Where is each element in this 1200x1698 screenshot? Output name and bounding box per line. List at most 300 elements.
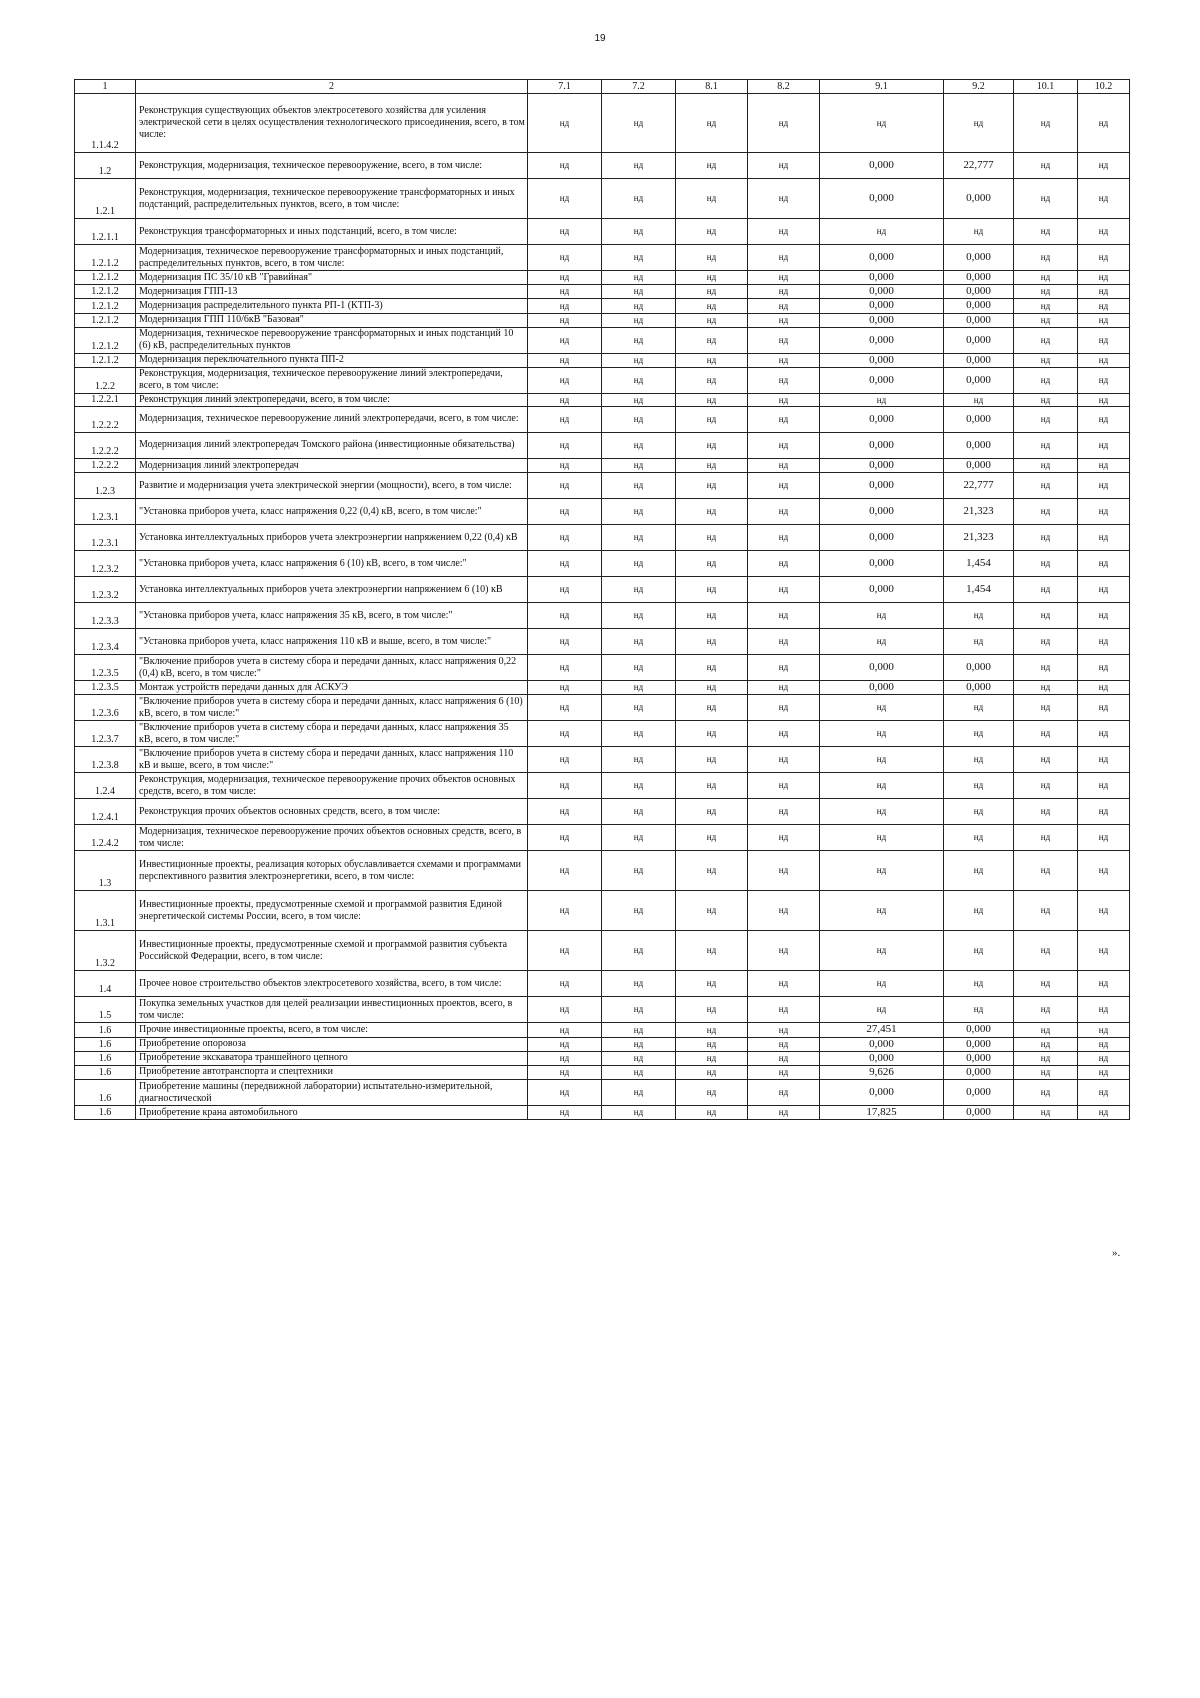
row-code: 1.1.4.2 xyxy=(75,94,136,153)
value-cell: нд xyxy=(676,681,748,695)
value-cell: нд xyxy=(602,271,676,285)
value-cell: нд xyxy=(1078,353,1130,367)
value-cell: нд xyxy=(602,1106,676,1120)
row-code: 1.2.3.2 xyxy=(75,577,136,603)
value-cell: нд xyxy=(748,695,820,721)
value-cell: нд xyxy=(1014,655,1078,681)
column-header: 10.1 xyxy=(1014,80,1078,94)
table-row xyxy=(75,179,1130,219)
value-cell: нд xyxy=(1078,551,1130,577)
value-cell: нд xyxy=(676,432,748,458)
value-cell: нд xyxy=(1014,271,1078,285)
value-cell: нд xyxy=(1014,313,1078,327)
value-cell: нд xyxy=(1014,219,1078,245)
value-cell: нд xyxy=(602,747,676,773)
row-code: 1.6 xyxy=(75,1051,136,1065)
value-cell: нд xyxy=(1078,458,1130,472)
table-row xyxy=(75,393,1130,406)
value-cell: нд xyxy=(602,219,676,245)
value-cell: 0,000 xyxy=(820,245,944,271)
value-cell: нд xyxy=(1014,1051,1078,1065)
row-name: Монтаж устройств передачи данных для АСКУЭ xyxy=(136,681,528,695)
value-cell: 0,000 xyxy=(944,245,1014,271)
row-code: 1.2.4.2 xyxy=(75,825,136,851)
value-cell: нд xyxy=(748,285,820,299)
value-cell: нд xyxy=(748,551,820,577)
value-cell: нд xyxy=(676,406,748,432)
value-cell: нд xyxy=(1014,1023,1078,1037)
value-cell: нд xyxy=(820,695,944,721)
value-cell: нд xyxy=(676,94,748,153)
value-cell: нд xyxy=(602,629,676,655)
value-cell: нд xyxy=(602,997,676,1023)
value-cell: нд xyxy=(602,327,676,353)
value-cell: нд xyxy=(676,1080,748,1106)
value-cell: нд xyxy=(820,799,944,825)
value-cell: нд xyxy=(944,799,1014,825)
table-row xyxy=(75,681,1130,695)
value-cell: нд xyxy=(1078,525,1130,551)
value-cell: нд xyxy=(602,353,676,367)
row-name: "Включение приборов учета в систему сбора и передачи данных, класс напряжения 110 кВ и выше, всего, в том числе:" xyxy=(136,747,528,773)
row-code: 1.3.1 xyxy=(75,891,136,931)
row-code: 1.2.1.2 xyxy=(75,245,136,271)
value-cell: нд xyxy=(944,629,1014,655)
value-cell: нд xyxy=(602,1051,676,1065)
value-cell: нд xyxy=(1078,153,1130,179)
value-cell: 0,000 xyxy=(820,655,944,681)
value-cell: нд xyxy=(528,1080,602,1106)
value-cell: нд xyxy=(528,1065,602,1079)
value-cell: нд xyxy=(1078,327,1130,353)
value-cell: нд xyxy=(602,851,676,891)
row-name: Реконструкция прочих объектов основных средств, всего, в том числе: xyxy=(136,799,528,825)
value-cell: 22,777 xyxy=(944,473,1014,499)
row-code: 1.2.1 xyxy=(75,179,136,219)
value-cell: 0,000 xyxy=(944,1080,1014,1106)
value-cell: нд xyxy=(748,499,820,525)
value-cell: нд xyxy=(820,393,944,406)
value-cell: нд xyxy=(528,681,602,695)
value-cell: 0,000 xyxy=(944,1023,1014,1037)
value-cell: нд xyxy=(748,525,820,551)
value-cell: нд xyxy=(748,773,820,799)
table-row xyxy=(75,353,1130,367)
row-code: 1.2.1.2 xyxy=(75,353,136,367)
value-cell: нд xyxy=(676,747,748,773)
table-row xyxy=(75,499,1130,525)
value-cell: 0,000 xyxy=(820,525,944,551)
table-row xyxy=(75,721,1130,747)
value-cell: нд xyxy=(528,851,602,891)
row-name: Модернизация, техническое перевооружение трансформаторных и иных подстанций 10 (6) кВ, распределительных пунктов xyxy=(136,327,528,353)
value-cell: нд xyxy=(1078,747,1130,773)
row-code: 1.2.3.5 xyxy=(75,681,136,695)
value-cell: нд xyxy=(676,1065,748,1079)
value-cell: нд xyxy=(944,219,1014,245)
table-row xyxy=(75,313,1130,327)
row-name: Реконструкция трансформаторных и иных подстанций, всего, в том числе: xyxy=(136,219,528,245)
row-name: "Включение приборов учета в систему сбора и передачи данных, класс напряжения 35 кВ, всего, в том числе:" xyxy=(136,721,528,747)
table-row xyxy=(75,747,1130,773)
value-cell: нд xyxy=(748,1051,820,1065)
value-cell: нд xyxy=(676,825,748,851)
table-row xyxy=(75,1051,1130,1065)
table-row xyxy=(75,327,1130,353)
value-cell: нд xyxy=(528,603,602,629)
value-cell: нд xyxy=(1014,603,1078,629)
value-cell: нд xyxy=(748,367,820,393)
value-cell: нд xyxy=(1078,851,1130,891)
value-cell: 17,825 xyxy=(820,1106,944,1120)
value-cell: нд xyxy=(944,747,1014,773)
value-cell: нд xyxy=(944,393,1014,406)
value-cell: нд xyxy=(748,473,820,499)
value-cell: нд xyxy=(1014,285,1078,299)
value-cell: нд xyxy=(602,655,676,681)
value-cell: нд xyxy=(676,773,748,799)
table-row xyxy=(75,299,1130,313)
value-cell: нд xyxy=(528,313,602,327)
value-cell: нд xyxy=(1078,891,1130,931)
row-code: 1.2.2.2 xyxy=(75,406,136,432)
row-name: "Включение приборов учета в систему сбора и передачи данных, класс напряжения 6 (10) кВ, всего, в том числе:" xyxy=(136,695,528,721)
value-cell: нд xyxy=(528,1106,602,1120)
table-row xyxy=(75,245,1130,271)
row-code: 1.2.3.5 xyxy=(75,655,136,681)
value-cell: нд xyxy=(1078,997,1130,1023)
value-cell: нд xyxy=(748,245,820,271)
value-cell: 0,000 xyxy=(944,285,1014,299)
row-name: Приобретение экскаватора траншейного цепного xyxy=(136,1051,528,1065)
value-cell: 0,000 xyxy=(820,367,944,393)
value-cell: нд xyxy=(602,603,676,629)
value-cell: нд xyxy=(1014,695,1078,721)
value-cell: 0,000 xyxy=(944,299,1014,313)
value-cell: нд xyxy=(528,94,602,153)
value-cell: нд xyxy=(676,458,748,472)
value-cell: нд xyxy=(528,773,602,799)
column-header: 7.1 xyxy=(528,80,602,94)
value-cell: нд xyxy=(676,629,748,655)
row-name: Прочие инвестиционные проекты, всего, в том числе: xyxy=(136,1023,528,1037)
value-cell: нд xyxy=(528,432,602,458)
value-cell: нд xyxy=(602,499,676,525)
value-cell: нд xyxy=(1014,525,1078,551)
value-cell: нд xyxy=(1078,299,1130,313)
value-cell: нд xyxy=(1078,603,1130,629)
value-cell: нд xyxy=(676,655,748,681)
row-name: Реконструкция, модернизация, техническое перевооружение прочих объектов основных средств, всего, в том числе: xyxy=(136,773,528,799)
value-cell: 0,000 xyxy=(820,458,944,472)
table-row xyxy=(75,1065,1130,1079)
value-cell: нд xyxy=(1014,473,1078,499)
value-cell: нд xyxy=(676,577,748,603)
value-cell: нд xyxy=(1014,681,1078,695)
row-name: Реконструкция, модернизация, техническое перевооружение линий электропередачи, всего, в том числе: xyxy=(136,367,528,393)
value-cell: нд xyxy=(676,1051,748,1065)
value-cell: нд xyxy=(602,406,676,432)
table-row xyxy=(75,851,1130,891)
value-cell: нд xyxy=(602,153,676,179)
table-row xyxy=(75,1106,1130,1120)
table-row xyxy=(75,695,1130,721)
value-cell: нд xyxy=(602,773,676,799)
table-row xyxy=(75,577,1130,603)
value-cell: нд xyxy=(820,219,944,245)
value-cell: нд xyxy=(820,773,944,799)
value-cell: нд xyxy=(1014,406,1078,432)
table-row xyxy=(75,799,1130,825)
value-cell: нд xyxy=(1014,773,1078,799)
value-cell: 21,323 xyxy=(944,499,1014,525)
row-name: Модернизация линий электропередач Томского района (инвестиционные обязательства) xyxy=(136,432,528,458)
value-cell: 0,000 xyxy=(820,271,944,285)
value-cell: 0,000 xyxy=(944,271,1014,285)
value-cell: нд xyxy=(1014,367,1078,393)
value-cell: нд xyxy=(602,551,676,577)
column-header: 2 xyxy=(136,80,528,94)
value-cell: нд xyxy=(748,219,820,245)
row-name: Установка интеллектуальных приборов учета электроэнергии напряжением 0,22 (0,4) кВ xyxy=(136,525,528,551)
value-cell: нд xyxy=(1014,721,1078,747)
value-cell: нд xyxy=(1078,179,1130,219)
value-cell: нд xyxy=(676,931,748,971)
row-name: Инвестиционные проекты, реализация которых обуславливается схемами и программами перспективного развития электроэнергетики, всего, в том числе: xyxy=(136,851,528,891)
value-cell: нд xyxy=(748,655,820,681)
column-header: 7.2 xyxy=(602,80,676,94)
value-cell: нд xyxy=(602,695,676,721)
value-cell: нд xyxy=(1078,1065,1130,1079)
value-cell: 0,000 xyxy=(944,327,1014,353)
row-code: 1.2.3.1 xyxy=(75,499,136,525)
value-cell: нд xyxy=(528,931,602,971)
value-cell: нд xyxy=(676,551,748,577)
value-cell: нд xyxy=(1078,499,1130,525)
row-name: Прочее новое строительство объектов электросетевого хозяйства, всего, в том числе: xyxy=(136,971,528,997)
value-cell: нд xyxy=(748,1023,820,1037)
row-name: Реконструкция существующих объектов электросетевого хозяйства для усиления электрической сети в целях осуществления технологического присоединения, всего, в том числе: xyxy=(136,94,528,153)
value-cell: нд xyxy=(1078,1080,1130,1106)
value-cell: нд xyxy=(602,432,676,458)
row-name: "Установка приборов учета, класс напряжения 110 кВ и выше, всего, в том числе:" xyxy=(136,629,528,655)
value-cell: нд xyxy=(602,1037,676,1051)
value-cell: нд xyxy=(1014,327,1078,353)
value-cell: нд xyxy=(748,1037,820,1051)
value-cell: нд xyxy=(676,499,748,525)
value-cell: нд xyxy=(528,458,602,472)
value-cell: 0,000 xyxy=(944,1051,1014,1065)
value-cell: 0,000 xyxy=(820,499,944,525)
value-cell: нд xyxy=(1078,271,1130,285)
value-cell: нд xyxy=(1078,629,1130,655)
value-cell: нд xyxy=(748,458,820,472)
value-cell: нд xyxy=(676,327,748,353)
value-cell: нд xyxy=(1014,825,1078,851)
value-cell: нд xyxy=(748,681,820,695)
value-cell: нд xyxy=(602,931,676,971)
row-code: 1.2.4 xyxy=(75,773,136,799)
table-row xyxy=(75,551,1130,577)
row-name: Модернизация ГПП-13 xyxy=(136,285,528,299)
value-cell: 9,626 xyxy=(820,1065,944,1079)
value-cell: нд xyxy=(528,655,602,681)
value-cell: нд xyxy=(1078,1106,1130,1120)
value-cell: 0,000 xyxy=(820,681,944,695)
value-cell: 0,000 xyxy=(820,327,944,353)
row-name: "Установка приборов учета, класс напряжения 0,22 (0,4) кВ, всего, в том числе:" xyxy=(136,499,528,525)
value-cell: нд xyxy=(1078,825,1130,851)
table-row xyxy=(75,271,1130,285)
value-cell: нд xyxy=(1078,473,1130,499)
row-code: 1.3.2 xyxy=(75,931,136,971)
table-row xyxy=(75,773,1130,799)
value-cell: нд xyxy=(748,747,820,773)
value-cell: нд xyxy=(528,353,602,367)
value-cell: 0,000 xyxy=(820,473,944,499)
value-cell: нд xyxy=(1014,1106,1078,1120)
value-cell: нд xyxy=(748,603,820,629)
value-cell: нд xyxy=(748,432,820,458)
value-cell: нд xyxy=(602,799,676,825)
value-cell: нд xyxy=(602,1065,676,1079)
value-cell: 0,000 xyxy=(820,285,944,299)
value-cell: нд xyxy=(748,299,820,313)
row-name: Модернизация переключательного пункта ПП-2 xyxy=(136,353,528,367)
value-cell: нд xyxy=(1014,299,1078,313)
value-cell: нд xyxy=(944,997,1014,1023)
value-cell: нд xyxy=(528,285,602,299)
value-cell: нд xyxy=(602,285,676,299)
value-cell: нд xyxy=(944,825,1014,851)
value-cell: нд xyxy=(944,971,1014,997)
table-row xyxy=(75,367,1130,393)
value-cell: нд xyxy=(1014,245,1078,271)
value-cell: нд xyxy=(528,551,602,577)
value-cell: нд xyxy=(528,393,602,406)
value-cell: нд xyxy=(1078,799,1130,825)
row-code: 1.2.3.2 xyxy=(75,551,136,577)
value-cell: нд xyxy=(676,367,748,393)
value-cell: нд xyxy=(820,971,944,997)
row-code: 1.2.3.4 xyxy=(75,629,136,655)
value-cell: нд xyxy=(602,245,676,271)
value-cell: 0,000 xyxy=(944,179,1014,219)
row-name: Установка интеллектуальных приборов учета электроэнергии напряжением 6 (10) кВ xyxy=(136,577,528,603)
row-code: 1.6 xyxy=(75,1080,136,1106)
value-cell: нд xyxy=(676,695,748,721)
value-cell: нд xyxy=(1014,629,1078,655)
value-cell: нд xyxy=(1014,997,1078,1023)
value-cell: нд xyxy=(1014,153,1078,179)
row-code: 1.2.3.6 xyxy=(75,695,136,721)
table-row xyxy=(75,931,1130,971)
row-code: 1.2.1.1 xyxy=(75,219,136,245)
page-number: 19 xyxy=(594,33,606,44)
value-cell: нд xyxy=(1014,94,1078,153)
row-code: 1.2.2.2 xyxy=(75,458,136,472)
value-cell: нд xyxy=(944,851,1014,891)
value-cell: нд xyxy=(748,94,820,153)
row-name: Развитие и модернизация учета электрической энергии (мощности), всего, в том числе: xyxy=(136,473,528,499)
value-cell: нд xyxy=(1014,891,1078,931)
row-name: Приобретение автотранспорта и спецтехники xyxy=(136,1065,528,1079)
table-row xyxy=(75,629,1130,655)
table-row xyxy=(75,1037,1130,1051)
row-name: Модернизация распределительного пункта РП-1 (КТП-3) xyxy=(136,299,528,313)
value-cell: нд xyxy=(676,313,748,327)
value-cell: нд xyxy=(944,94,1014,153)
value-cell: нд xyxy=(1014,551,1078,577)
table-body xyxy=(75,80,1130,1120)
row-code: 1.2.1.2 xyxy=(75,299,136,313)
value-cell: нд xyxy=(1078,577,1130,603)
value-cell: 0,000 xyxy=(944,1037,1014,1051)
value-cell: нд xyxy=(528,1023,602,1037)
value-cell: нд xyxy=(528,721,602,747)
value-cell: нд xyxy=(528,245,602,271)
value-cell: нд xyxy=(602,367,676,393)
value-cell: 27,451 xyxy=(820,1023,944,1037)
value-cell: нд xyxy=(1078,245,1130,271)
value-cell: нд xyxy=(676,153,748,179)
value-cell: нд xyxy=(602,891,676,931)
value-cell: нд xyxy=(528,891,602,931)
row-code: 1.2.1.2 xyxy=(75,271,136,285)
value-cell: нд xyxy=(528,271,602,285)
value-cell: нд xyxy=(1014,931,1078,971)
value-cell: нд xyxy=(748,1065,820,1079)
value-cell: нд xyxy=(676,891,748,931)
value-cell: нд xyxy=(602,971,676,997)
value-cell: нд xyxy=(1078,773,1130,799)
value-cell: нд xyxy=(748,721,820,747)
value-cell: 0,000 xyxy=(944,406,1014,432)
value-cell: нд xyxy=(1014,353,1078,367)
row-name: Покупка земельных участков для целей реализации инвестиционных проектов, всего, в том числе: xyxy=(136,997,528,1023)
value-cell: нд xyxy=(602,1080,676,1106)
value-cell: нд xyxy=(1078,406,1130,432)
row-name: Модернизация линий электропередач xyxy=(136,458,528,472)
value-cell: нд xyxy=(1014,458,1078,472)
value-cell: 0,000 xyxy=(944,655,1014,681)
value-cell: нд xyxy=(676,271,748,285)
value-cell: нд xyxy=(748,931,820,971)
value-cell: нд xyxy=(1014,393,1078,406)
row-code: 1.2.2 xyxy=(75,367,136,393)
investment-table xyxy=(74,79,1130,1120)
value-cell: нд xyxy=(1014,1037,1078,1051)
value-cell: нд xyxy=(820,997,944,1023)
row-code: 1.2.1.2 xyxy=(75,313,136,327)
column-header: 1 xyxy=(75,80,136,94)
value-cell: нд xyxy=(602,393,676,406)
table-row xyxy=(75,458,1130,472)
row-code: 1.2.3.7 xyxy=(75,721,136,747)
value-cell: 1,454 xyxy=(944,551,1014,577)
value-cell: 0,000 xyxy=(820,432,944,458)
table-row xyxy=(75,473,1130,499)
value-cell: нд xyxy=(820,94,944,153)
value-cell: 1,454 xyxy=(944,577,1014,603)
column-header: 9.2 xyxy=(944,80,1014,94)
value-cell: нд xyxy=(1078,367,1130,393)
value-cell: 0,000 xyxy=(944,353,1014,367)
value-cell: нд xyxy=(602,577,676,603)
row-name: "Включение приборов учета в систему сбора и передачи данных, класс напряжения 0,22 (0,4) кВ, всего, в том числе:" xyxy=(136,655,528,681)
table-row xyxy=(75,997,1130,1023)
value-cell: нд xyxy=(676,851,748,891)
